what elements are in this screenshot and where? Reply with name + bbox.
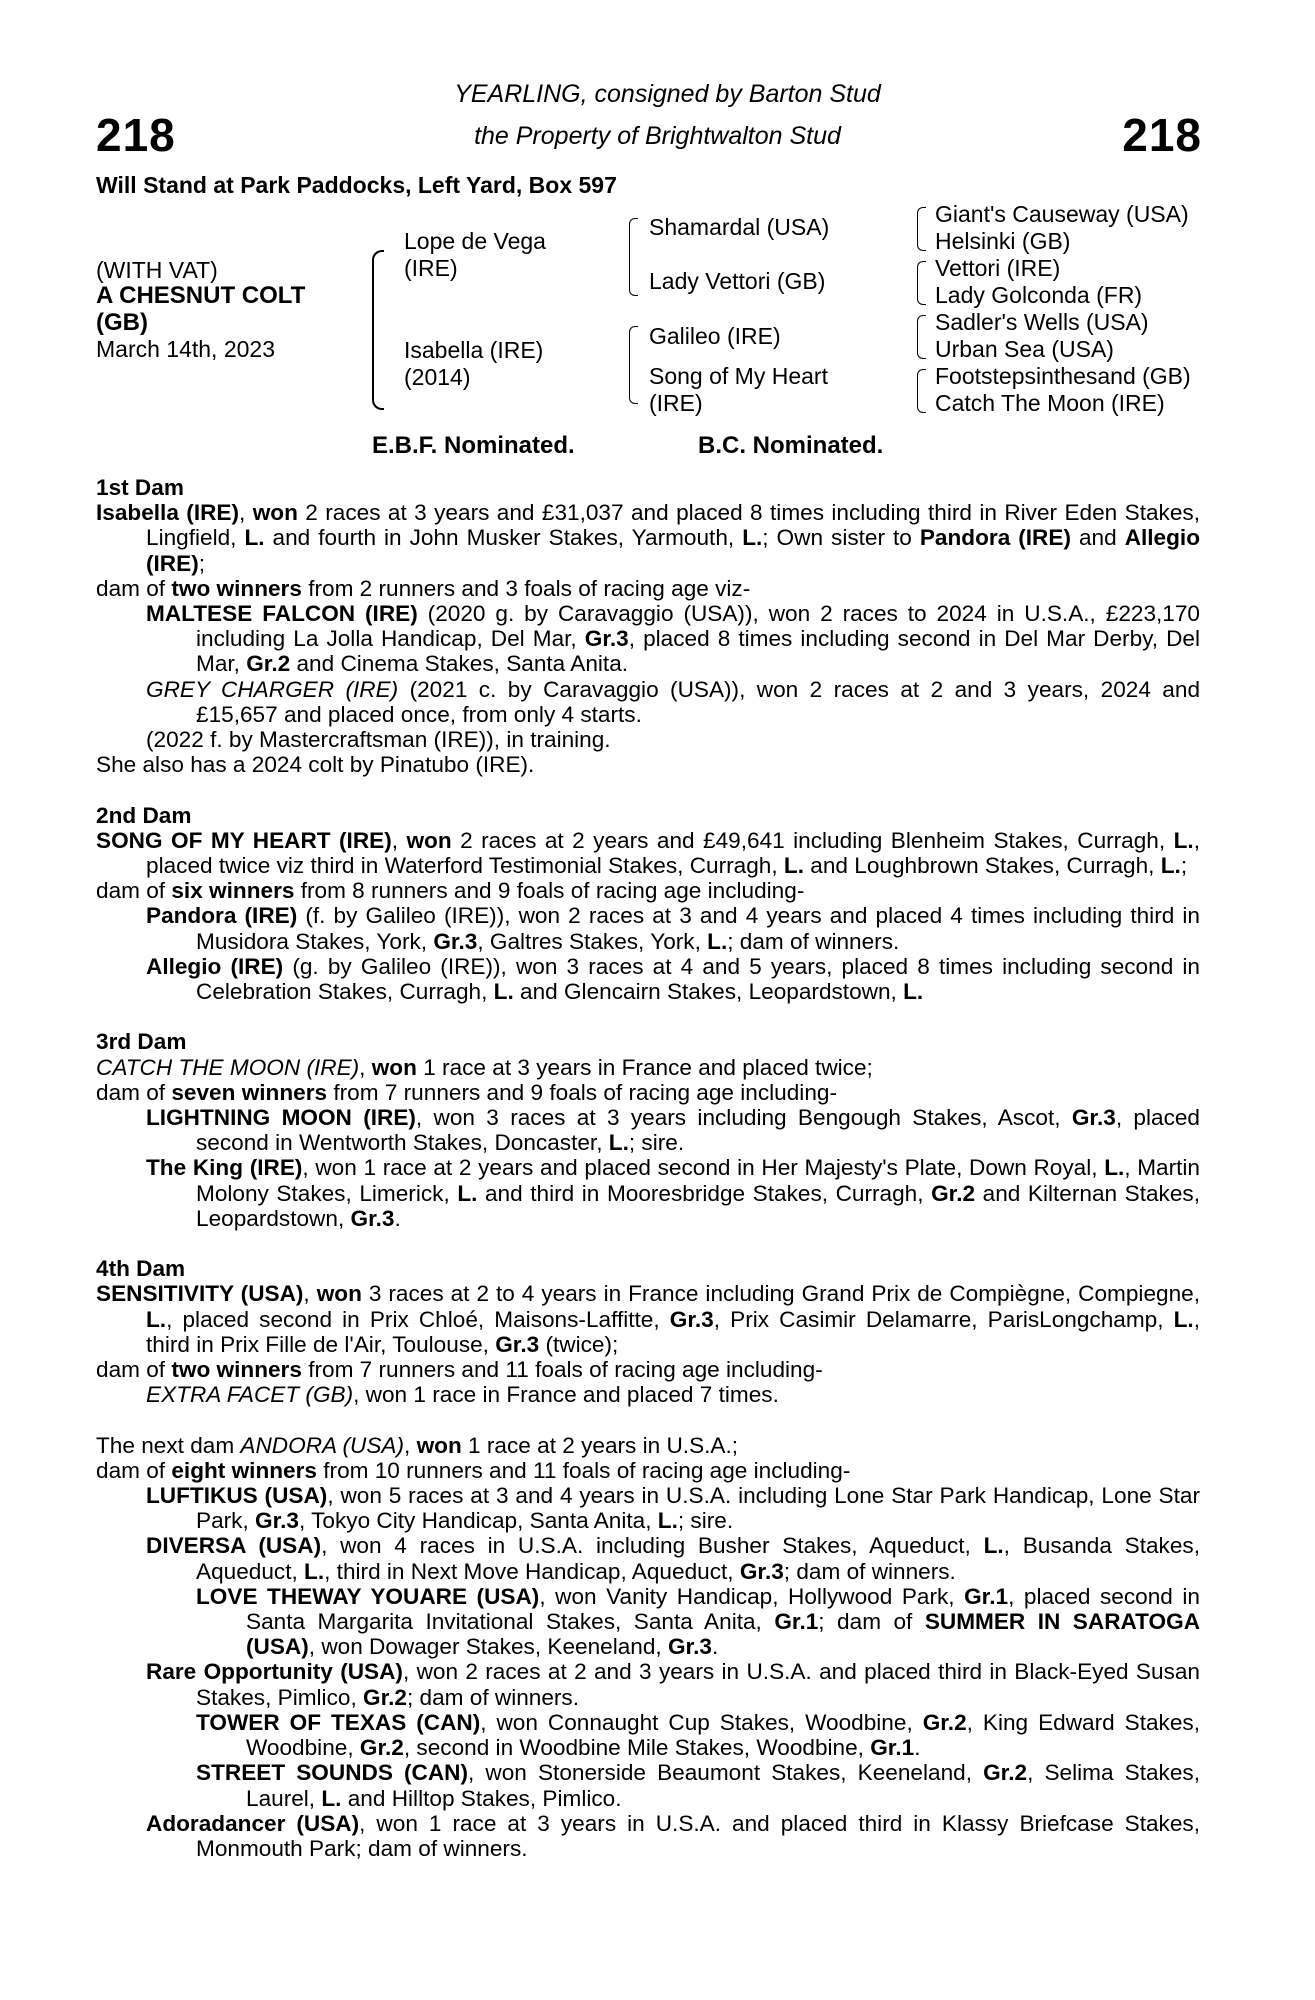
- pedigree-paragraph: [96, 601, 1200, 677]
- pedigree-paragraph: [96, 727, 1200, 752]
- text-run: ;: [198, 550, 205, 576]
- text-run: 2 races at 3 years and £31,037 and placed 8 times including third in River Eden Stakes, Lingfield,: [146, 500, 1200, 551]
- text-run: , third in Next Move Handicap, Aqueduct,: [324, 1558, 740, 1584]
- text-run: ,: [303, 1281, 317, 1307]
- pedigree-paragraph: [96, 1433, 1200, 1458]
- foaling-date: March 14th, 2023: [96, 336, 276, 362]
- horse-name: A CHESNUT COLT: [96, 282, 306, 309]
- dam-dam: Song of My Heart (IRE): [649, 363, 828, 416]
- text-run: ; dam of: [818, 1609, 925, 1635]
- text-run: She also has a 2024 colt by Pinatubo (IRE).: [96, 752, 535, 778]
- text-run: Gr.3: [433, 928, 478, 954]
- text-run: L.: [304, 1558, 325, 1584]
- pedigree-bracket-ss: [917, 207, 926, 251]
- text-run: ,: [404, 1432, 417, 1458]
- text-run: , Prix Casimir Delamarre, ParisLongchamp,: [713, 1306, 1174, 1332]
- text-run: (f. by Galileo (IRE)), won 2 races at 3 and 4 years and placed 4 times including third in Musidora Stakes, York,: [196, 903, 1200, 954]
- sire-name: Lope de Vega (IRE): [404, 228, 546, 281]
- text-run: from 2 runners and 3 foals of racing age viz-: [301, 575, 751, 601]
- text-run: ; dam of winners.: [406, 1684, 580, 1710]
- text-run: ,: [359, 1054, 372, 1080]
- ss-dam: Helsinki (GB): [935, 228, 1071, 254]
- pedigree-bracket-dd: [917, 369, 926, 413]
- pedigree-bracket-ds: [917, 315, 926, 359]
- text-run: MALTESE FALCON (IRE): [146, 601, 418, 627]
- pedigree-paragraph: [96, 1811, 1200, 1861]
- text-run: SENSITIVITY (USA): [96, 1281, 304, 1307]
- text-run: from 8 runners and 9 foals of racing age including-: [294, 878, 805, 904]
- text-run: SUMMER IN SARATOGA (USA): [246, 1609, 1201, 1660]
- text-run: Gr.2: [983, 1760, 1028, 1786]
- text-run: and Glencairn Stakes, Leopardstown,: [513, 979, 904, 1005]
- text-run: from 7 runners and 9 foals of racing age including-: [327, 1079, 837, 1105]
- dd-sire: Footstepsinthesand (GB): [935, 363, 1191, 389]
- text-run: L.: [1173, 827, 1194, 853]
- text-run: Gr.3: [255, 1508, 299, 1534]
- pedigree-paragraph: [96, 1584, 1200, 1660]
- text-run: , placed second in Santa Margarita Invitational Stakes, Santa Anita,: [246, 1583, 1200, 1635]
- text-run: Gr.3: [739, 1558, 784, 1584]
- text-run: GREY CHARGER (IRE): [146, 676, 399, 702]
- text-run: , won 4 races in U.S.A. including Busher Stakes, Aqueduct,: [321, 1533, 984, 1559]
- text-run: Allegio (IRE): [146, 953, 284, 979]
- text-run: ,: [391, 827, 407, 853]
- text-run: Gr.3: [669, 1306, 714, 1332]
- text-run: Gr.3: [584, 626, 629, 652]
- text-run: , placed twice viz third in Waterford Testimonial Stakes, Curragh,: [146, 827, 1200, 879]
- text-run: from 7 runners and 11 foals of racing age including-: [301, 1357, 823, 1383]
- pedigree-paragraph: [96, 1357, 1200, 1382]
- text-run: Gr.1: [870, 1735, 915, 1761]
- lot-number-right: 218: [1122, 109, 1202, 161]
- dam-sire: Galileo (IRE): [649, 323, 781, 349]
- pedigree-paragraph: [96, 1055, 1200, 1080]
- text-run: won: [252, 500, 298, 526]
- text-run: 2 races at 2 years and £49,641 including Blenheim Stakes, Curragh,: [451, 827, 1174, 853]
- text-run: Rare Opportunity (USA): [146, 1659, 403, 1685]
- text-run: ; Own sister to: [762, 525, 920, 551]
- text-run: won: [371, 1054, 417, 1080]
- text-run: (2022 f. by Mastercraftsman (IRE)), in training.: [146, 727, 611, 753]
- text-run: , won 2 races at 2 and 3 years in U.S.A. and placed third in Black-Eyed Susan Stakes, Pimlico,: [196, 1659, 1200, 1710]
- text-run: won: [316, 1281, 362, 1307]
- text-run: Gr.3: [350, 1205, 395, 1231]
- text-run: and Kilternan Stakes, Leopardstown,: [196, 1180, 1200, 1231]
- dam-section-heading: [96, 1029, 1200, 1054]
- pedigree-paragraph: [96, 1659, 1200, 1709]
- lot-number-left: 218: [96, 109, 176, 161]
- ds-dam: Urban Sea (USA): [935, 336, 1114, 362]
- text-run: Gr.1: [964, 1583, 1009, 1609]
- text-run: L.: [983, 1533, 1004, 1559]
- text-run: LIGHTNING MOON (IRE): [146, 1105, 416, 1131]
- text-run: 1 race at 2 years in U.S.A.;: [461, 1432, 739, 1458]
- pedigree-brace-main: [372, 250, 384, 410]
- text-run: (2020 g. by Caravaggio (USA)), won 2 races to 2024 in U.S.A., £223,170 including La Jolla Handicap, Del Mar,: [196, 601, 1200, 652]
- text-run: dam of: [96, 575, 172, 601]
- text-run: ,: [239, 500, 253, 526]
- text-run: 2nd Dam: [96, 802, 192, 828]
- pedigree-bracket-sd: [917, 261, 926, 305]
- text-run: The King (IRE): [146, 1155, 303, 1181]
- text-run: Gr.2: [922, 1709, 967, 1735]
- text-run: six winners: [171, 878, 295, 904]
- pedigree-paragraph: [96, 576, 1200, 601]
- section-gap: [96, 777, 1200, 802]
- section-gap: [96, 1004, 1200, 1029]
- text-run: from 10 runners and 11 foals of racing age including-: [316, 1457, 851, 1483]
- text-run: Gr.3: [667, 1634, 712, 1660]
- text-run: two winners: [171, 575, 302, 601]
- text-run: , won Connaught Cup Stakes, Woodbine,: [480, 1709, 923, 1735]
- property-line: the Property of Brightwalton Stud: [474, 122, 841, 150]
- text-run: , won Vanity Handicap, Hollywood Park,: [539, 1583, 965, 1609]
- text-run: and Loughbrown Stakes, Curragh,: [804, 853, 1161, 879]
- text-run: Gr.2: [931, 1180, 976, 1206]
- ebf-nomination: E.B.F. Nominated.: [372, 432, 575, 459]
- text-run: (2021 c. by Caravaggio (USA)), won 2 races at 2 and 3 years, 2024 and £15,657 and placed once, from only 4 starts.: [196, 676, 1201, 727]
- text-run: , won 5 races at 3 and 4 years in U.S.A. including Lone Star Park Handicap, Lone Star Park,: [196, 1483, 1200, 1534]
- text-run: L.: [903, 979, 924, 1005]
- text-run: and fourth in John Musker Stakes, Yarmouth,: [264, 525, 743, 551]
- text-run: , won 1 race in France and placed 7 times.: [353, 1382, 779, 1408]
- pedigree-paragraph: [96, 1483, 1200, 1533]
- text-run: L.: [493, 979, 514, 1005]
- text-run: 1 race at 3 years in France and placed twice;: [416, 1054, 873, 1080]
- text-run: L.: [1173, 1306, 1194, 1332]
- text-run: L.: [707, 928, 728, 954]
- text-run: , second in Woodbine Mile Stakes, Woodbine,: [403, 1735, 871, 1761]
- pedigree-paragraph: [96, 1458, 1200, 1483]
- text-run: , won 1 race at 2 years and placed second in Her Majesty's Plate, Down Royal,: [302, 1155, 1105, 1181]
- pedigree-paragraph: [96, 1760, 1200, 1810]
- ds-sire: Sadler's Wells (USA): [935, 309, 1149, 335]
- pedigree-paragraph: [96, 903, 1200, 953]
- pedigree-paragraph: [96, 878, 1200, 903]
- text-run: , King Edward Stakes, Woodbine,: [246, 1709, 1200, 1761]
- pedigree-paragraph: [96, 1382, 1200, 1407]
- text-run: won: [416, 1432, 462, 1458]
- text-run: , placed 8 times including second in Del Mar Derby, Del Mar,: [196, 626, 1200, 677]
- pedigree-paragraph: [96, 1533, 1200, 1583]
- text-run: TOWER OF TEXAS (CAN): [196, 1709, 481, 1735]
- text-run: L.: [657, 1508, 678, 1534]
- text-run: , third in Prix Fille de l'Air, Toulouse,: [146, 1306, 1200, 1357]
- text-run: L.: [244, 525, 265, 551]
- text-run: Gr.2: [363, 1684, 407, 1710]
- dd-dam: Catch The Moon (IRE): [935, 390, 1165, 416]
- text-run: Pandora (IRE): [919, 525, 1071, 551]
- text-run: .: [394, 1205, 401, 1231]
- text-run: Gr.3: [495, 1331, 540, 1357]
- vat-label: (WITH VAT): [96, 257, 218, 283]
- text-run: , placed second in Wentworth Stakes, Doncaster,: [196, 1105, 1200, 1156]
- text-run: 4th Dam: [96, 1256, 186, 1282]
- stand-location: Will Stand at Park Paddocks, Left Yard, Box 597: [96, 172, 617, 198]
- catalogue-body: [96, 475, 1200, 1861]
- horse-country: (GB): [96, 309, 148, 336]
- text-run: 3rd Dam: [96, 1029, 187, 1055]
- text-run: , won 1 race at 3 years in U.S.A. and placed third in Klassy Briefcase Stakes, Monmouth Park; dam of winners.: [196, 1810, 1200, 1861]
- text-run: dam of: [96, 878, 172, 904]
- text-run: Gr.1: [774, 1609, 819, 1635]
- text-run: dam of: [96, 1079, 172, 1105]
- pedigree-paragraph: [96, 752, 1200, 777]
- text-run: L.: [742, 525, 763, 551]
- text-run: L.: [146, 1306, 167, 1332]
- text-run: .: [914, 1735, 921, 1761]
- text-run: ; sire.: [677, 1508, 734, 1534]
- pedigree-paragraph: [96, 954, 1200, 1004]
- pedigree-bracket-sire: [629, 218, 638, 296]
- consignor-line: YEARLING, consigned by Barton Stud: [454, 80, 881, 108]
- text-run: ; dam of winners.: [783, 1558, 956, 1584]
- text-run: Pandora (IRE): [146, 903, 298, 929]
- text-run: , Selima Stakes, Laurel,: [246, 1760, 1200, 1811]
- text-run: L.: [321, 1785, 342, 1811]
- text-run: two winners: [171, 1357, 302, 1383]
- text-run: L.: [783, 853, 805, 879]
- text-run: dam of: [96, 1457, 172, 1483]
- text-run: ; dam of winners.: [727, 928, 900, 954]
- text-run: , Martin Molony Stakes, Limerick,: [196, 1155, 1201, 1206]
- text-run: Gr.3: [1071, 1105, 1116, 1131]
- text-run: Allegio (IRE): [146, 525, 1201, 576]
- text-run: , won Stonerside Beaumont Stakes, Keeneland,: [468, 1760, 984, 1786]
- text-run: L.: [1160, 853, 1181, 879]
- pedigree-paragraph: [96, 1155, 1200, 1231]
- text-run: 3 races at 2 to 4 years in France including Grand Prix de Compiègne, Compiegne,: [361, 1281, 1200, 1307]
- text-run: ANDORA (USA): [240, 1432, 405, 1458]
- text-run: ; sire.: [628, 1130, 685, 1156]
- text-run: LOVE THEWAY YOUARE (USA): [196, 1583, 540, 1609]
- dam-section-heading: [96, 803, 1200, 828]
- text-run: STREET SOUNDS (CAN): [196, 1760, 469, 1786]
- bc-nomination: B.C. Nominated.: [698, 432, 884, 459]
- text-run: L.: [1104, 1155, 1125, 1181]
- text-run: , Tokyo City Handicap, Santa Anita,: [298, 1508, 658, 1534]
- text-run: eight winners: [171, 1457, 317, 1483]
- text-run: won: [406, 827, 452, 853]
- text-run: Gr.2: [246, 651, 291, 677]
- text-run: (g. by Galileo (IRE)), won 3 races at 4 and 5 years, placed 8 times including second in Celebration Stakes, Curragh,: [196, 953, 1200, 1005]
- sd-dam: Lady Golconda (FR): [935, 282, 1143, 308]
- text-run: , Busanda Stakes, Aqueduct,: [196, 1533, 1200, 1584]
- pedigree-paragraph: [96, 828, 1200, 878]
- text-run: seven winners: [171, 1079, 328, 1105]
- text-run: , won Dowager Stakes, Keeneland,: [308, 1634, 668, 1660]
- text-run: .: [711, 1634, 719, 1660]
- text-run: and Hilltop Stakes, Pimlico.: [341, 1785, 622, 1811]
- ss-sire: Giant's Causeway (USA): [935, 201, 1189, 227]
- text-run: CATCH THE MOON (IRE): [96, 1054, 360, 1080]
- pedigree-bracket-dam: [629, 326, 638, 404]
- pedigree-paragraph: [96, 1710, 1200, 1760]
- text-run: Isabella (IRE): [96, 500, 240, 526]
- text-run: ;: [1180, 853, 1188, 879]
- text-run: dam of: [96, 1357, 172, 1383]
- sire-dam: Lady Vettori (GB): [649, 268, 826, 294]
- text-run: L.: [457, 1180, 478, 1206]
- text-run: LUFTIKUS (USA): [146, 1483, 328, 1509]
- text-run: and Cinema Stakes, Santa Anita.: [290, 651, 629, 677]
- text-run: , won 3 races at 3 years including Bengough Stakes, Ascot,: [415, 1105, 1072, 1131]
- text-run: EXTRA FACET (GB): [146, 1382, 354, 1408]
- text-run: L.: [608, 1130, 629, 1156]
- pedigree-paragraph: [96, 1281, 1200, 1357]
- pedigree-paragraph: [96, 1080, 1200, 1105]
- pedigree-paragraph: [96, 1105, 1200, 1155]
- text-run: Gr.2: [359, 1735, 404, 1761]
- text-run: Adoradancer (USA): [146, 1810, 360, 1836]
- section-gap: [96, 1231, 1200, 1256]
- text-run: , Galtres Stakes, York,: [477, 928, 708, 954]
- pedigree-paragraph: [96, 500, 1200, 576]
- text-run: , placed second in Prix Chloé, Maisons-Laffitte,: [166, 1306, 670, 1332]
- text-run: and third in Mooresbridge Stakes, Curragh,: [477, 1180, 932, 1206]
- sd-sire: Vettori (IRE): [935, 255, 1061, 281]
- text-run: SONG OF MY HEART (IRE): [96, 827, 392, 853]
- dam-section-heading: [96, 1256, 1200, 1281]
- text-run: 1st Dam: [96, 475, 184, 500]
- dam-name: Isabella (IRE) (2014): [404, 337, 544, 390]
- dam-section-heading: [96, 475, 1200, 500]
- text-run: and: [1070, 525, 1125, 551]
- section-gap: [96, 1407, 1200, 1432]
- text-run: (twice);: [539, 1331, 619, 1357]
- text-run: The next dam: [96, 1432, 241, 1458]
- sire-sire: Shamardal (USA): [649, 214, 830, 240]
- text-run: DIVERSA (USA): [146, 1533, 322, 1559]
- pedigree-paragraph: [96, 677, 1200, 727]
